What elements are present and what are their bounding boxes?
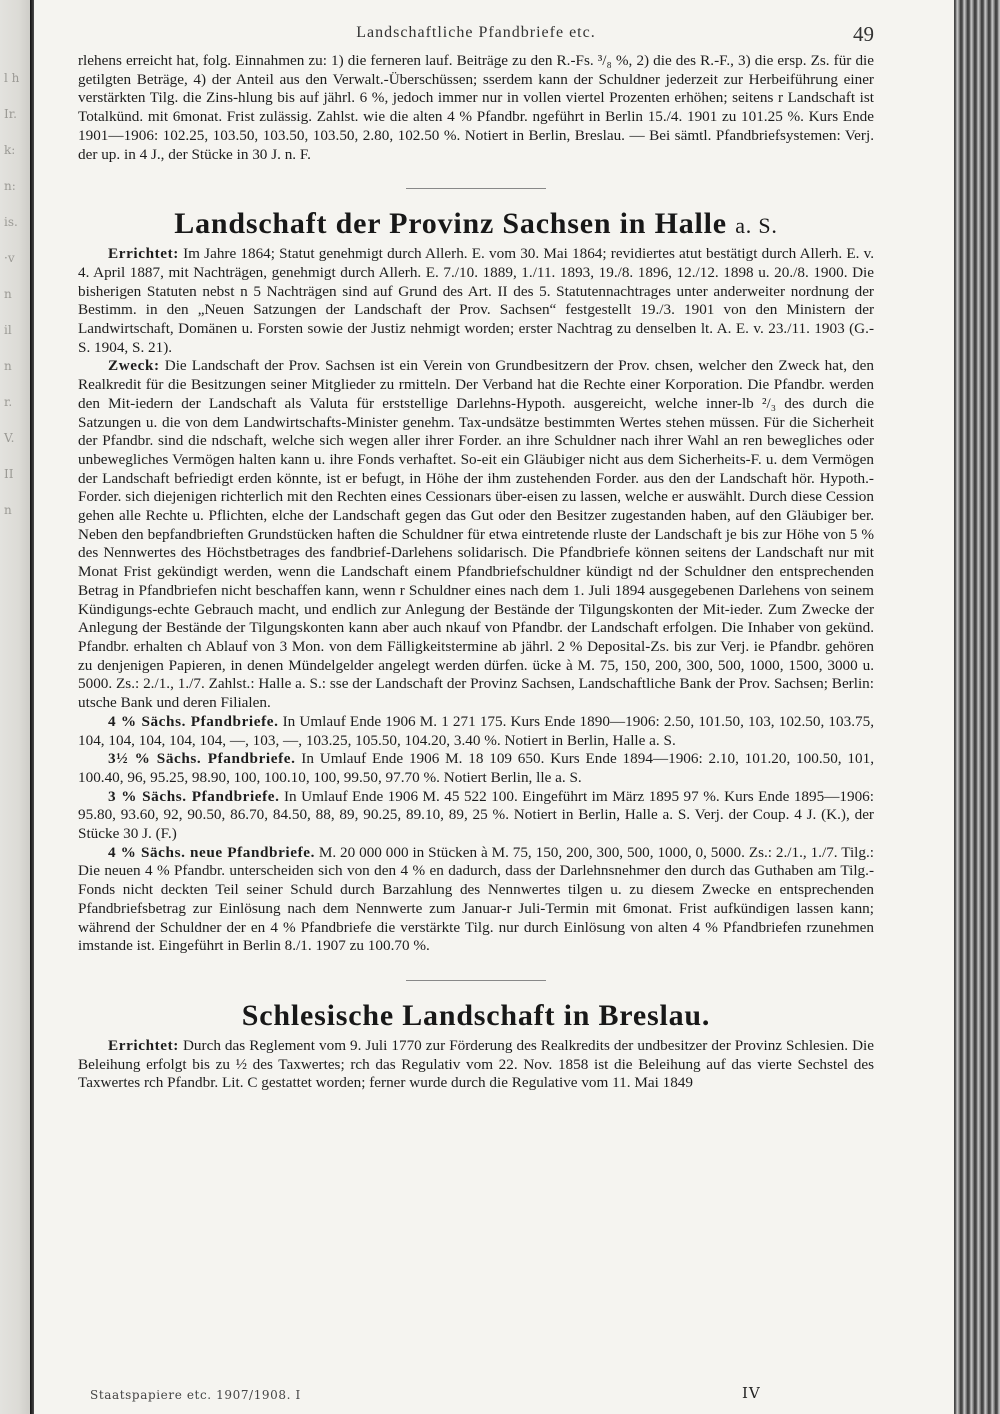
section-title-sachsen xyxy=(78,207,874,241)
paragraph-neue-pfandbriefe xyxy=(78,844,874,956)
paragraph-label: Zweck: xyxy=(108,357,160,375)
page-number: 49 xyxy=(853,22,874,46)
paragraph-label: 4 % Sächs. neue Pfandbriefe. xyxy=(108,843,315,861)
paragraph-label: Errichtet: xyxy=(108,245,179,263)
page-stack-edge xyxy=(954,0,1000,1414)
paragraph-text: Im Jahre 1864; Statut genehmigt durch Allerh. E. vom 30. Mai 1864; revidiertes atut bestätigt durch Allerh. E. v. 4. April 1887, mit Nachträgen, genehmigt durch Allerh. E. 7./10. 1889, 1./11. 1893, 19./8. 1896, 12./12. 1898 u. 20./8. 1900. Die bisherigen Statuten nebst n 5 Nachträgen sind auf Grund des Art. II des 5. Statutennachtrages unter anderweiter nordnung der Bestimm. in den „Neuen Satzungen der Landschaft der Prov. Sachsen“ festgestellt 19./3. 1901 von den Ministern der Landwirtschaft, Domänen u. Forsten sowie der Justiz nehmigt worden; erster Nachtrag zu denselben lt. A. E. v. 23./11. 1903 (G.-S. 1904, S. 21). xyxy=(78,245,874,356)
paragraph-3-5-pct-pfandbriefe xyxy=(78,750,874,787)
paragraph-4-pct-pfandbriefe xyxy=(78,713,874,750)
margin-fragment: k: xyxy=(4,143,16,157)
footer-sheet-mark: IV xyxy=(742,1384,761,1402)
margin-fragments xyxy=(4,60,26,528)
margin-fragment: n xyxy=(4,287,12,301)
running-head xyxy=(78,22,874,52)
paragraph-text: In Umlauf Ende 1906 M. 1 271 175. Kurs Ende 1890—1906: 2.50, 101.50, 103, 102.50, 103.75, 104, 104, 104, 104, 104, —, 103, —, 103.25, 105.50, 104.20, 3.40 %. Notiert in Berlin, Halle a. S. xyxy=(78,712,874,749)
paragraph-text: In Umlauf Ende 1906 M. 45 522 100. Eingeführt im März 1895 97 %. Kurs Ende 1895—1906: 95.80, 93.60, 92, 90.50, 86.70, 84.50, 88, 89, 90.25, 89.10, 89, 25 %. Notiert in Berlin, Halle a. S. Verj. der Coup. 4 J. (K.), der Stücke 30 J. (F.) xyxy=(78,787,874,843)
paragraph-errichtet xyxy=(78,245,874,357)
margin-fragment: l h xyxy=(4,71,20,85)
paragraph-text: In Umlauf Ende 1906 M. 18 109 650. Kurs Ende 1894—1906: 2.10, 101.20, 100.50, 101, 100.40, 96, 95.25, 98.90, 100, 100.10, 100, 99.50, 97.70 %. Notiert Berlin, lle a. S. xyxy=(78,750,874,786)
section-title-main: Landschaft der Provinz Sachsen in Halle xyxy=(174,207,727,241)
paragraph-label: Errichtet: xyxy=(108,1036,179,1054)
section-divider xyxy=(406,980,546,981)
paragraph-label: 3½ % Sächs. Pfandbriefe. xyxy=(108,750,296,768)
margin-fragment: is. xyxy=(4,215,18,229)
intro-paragraph: rlehens erreicht hat, folg. Einnahmen zu: 1) die ferneren lauf. Beiträge zu den R.-Fs. ³/₈ %, 2) die des R.-F., 3) die ersp. Zs. für die getilgten Beträge, 4) der Anteil aus den Verwalt.-Überschüssen; sserdem kann der Schuldner jederzeit zur Herbeiführung einer verstärkten Tilg. die Zins-hlung bis auf jährl. 6 %, jedoch immer nur in vollen viertel Prozenten erhöhen; seitens r Landschaft ist Totalkünd. mit 6monat. Frist zulässig. Zahlst. wie die alten 4 % Pfandbr. ngeführt in Berlin 15./4. 1901 zu 101.25 %. Kurs Ende 1901—1906: 102.25, 103.50, 103.50, 103.50, 2.80, 102.50 %. Notiert in Berlin, Breslau. — Bei sämtl. Pfandbriefsystemen: Verj. der up. in 4 J., der Stücke in 30 J. n. F. xyxy=(78,52,874,163)
margin-fragment: n: xyxy=(4,179,16,193)
paragraph-zweck xyxy=(78,357,874,712)
margin-fragment: II xyxy=(4,467,14,481)
paragraph-label: 3 % Sächs. Pfandbriefe. xyxy=(108,787,280,805)
paragraph-text: Durch das Reglement vom 9. Juli 1770 zur Förderung des Realkredits der undbesitzer der Provinz Schlesien. Die Beleihung erfolgt bis zu ½ des Taxwertes; rch das Regulativ vom 22. Nov. 1858 ist die Beleihung auf das vierte Sechstel des Taxwertes rch Pfandbr. Lit. C gestattet worden; ferner wurde durch die Regulative vom 11. Mai 1849 xyxy=(78,1036,874,1092)
margin-fragment: Ir. xyxy=(4,107,17,121)
page-content xyxy=(78,22,874,1093)
section-title-schlesien: Schlesische Landschaft in Breslau. xyxy=(241,998,711,1032)
section-divider xyxy=(406,188,546,189)
margin-fragment: r. xyxy=(4,395,13,409)
paragraph-text: M. 20 000 000 in Stücken à M. 75, 150, 200, 300, 500, 1000, 0, 5000. Zs.: 2./1., 1./7. Tilg.: Die neuen 4 % Pfandbr. unterscheiden sich von den 4 % en dadurch, dass der Darlehnsnehmer den durch das Guthaben am Tilg.-Fonds nicht deckten Teil seiner Schuld durch Barzahlung des Nennwertes tilgen u. zu diesem Zwecke en entsprechenden Pfandbriefsbetrag zur Einlösung nach dem Nennwerte zum Januar-r Juli-Termin mit 6monat. Frist aufkündigen lassen kann; während der Schuldner der en 4 % Pfandbriefe die verstärkte Tilg. nur durch Einlösung von alten 4 % Pfandbriefen rzunehmen imstande ist. Eingeführt in Berlin 8./1. 1907 zu 100.70 %. xyxy=(78,843,874,955)
paragraph-label: 4 % Sächs. Pfandbriefe. xyxy=(108,712,279,730)
margin-fragment: n xyxy=(4,359,12,373)
running-title: Landschaftliche Pfandbriefe etc. xyxy=(356,24,596,41)
margin-fragment: ·v xyxy=(4,251,15,265)
section-title-suffix: a. S. xyxy=(735,213,778,239)
margin-fragment: V. xyxy=(4,431,15,445)
margin-fragment: il xyxy=(4,323,12,337)
footer-signature: Staatspapiere etc. 1907/1908. I xyxy=(90,1388,301,1402)
page-footer xyxy=(90,1386,860,1406)
paragraph-3-pct-pfandbriefe xyxy=(78,788,874,844)
paragraph-text: Die Landschaft der Prov. Sachsen ist ein Verein von Grundbesitzern der Prov. chsen, welcher den Zweck hat, den Realkredit für die Besitzungen seiner Mitglieder zu rmitteln. Der Verband hat die Rechte einer Korporation. Die Pfandbr. werden den Mit-iedern der Landschaft als Valuta für erststellige Darlehns-Hypoth. ausgereicht, welche inner-lb ²/₃ des durch die Satzungen u. die von dem Landwirtschafts-Minister genehm. Tax-undsätze bestimmten Wertes stehen müssen. Für die Sicherheit der Pfandbr. sind die ndschaft, welche sich wegen aller ihrer Forder. an ihre Schuldner nach ihrer Wahl an ren bewegliches oder unbewegliches Vermögen halten kann u. ihre Fonds verhaftet. So-eit ein Gläubiger nicht aus dem Sicherheits-F. u. dem Vermögen der Landschaft befriedigt erden könnte, ist er befugt, in Höhe der ihm zustehenden Forder. aus den der Landschaft hör. Hypoth.-Forder. sich diejenigen richterlich mit den Rechten eines Cessionars über-eisen zu lassen, welche er auswählt. Durch diese Cession gehen alle Rechte u. Pflichten, elche der Landschaft gegen das Gut oder den Besitzer zugestanden haben, auf den Gläubiger ber. Neben den bepfandbrieften Grundstücken haften die Schuldner für etwa eintretende rluste der Landschaft je bis zur Höhe von 5 % des Nennwertes des Höchstbetrages des fandbrief-Darlehens solidarisch. Die Pfandbriefe können seitens der Landschaft nur mit Monat Frist gekündigt werden, wenn die Landschaft einem Pfandbriefschuldner kündigt nd der Schuldner den entsprechenden Betrag in Pfandbriefen nicht beschaffen kann, wenn r Schuldner eines nach dem 1. Juli 1894 ausgegebenen Darlehens von seinem Kündigungs-echte Gebrauch macht, und endlich zur Anlegung der Bestände der Tilgungskonten der Mit-ieder. Zum Zwecke der Anlegung der Bestände der Tilgungskonten kann aber auch nkauf von Pfandbr. der Landschaft erfolgen. Die Inhaber von gekünd. Pfandbr. erhalten ch Ablauf von 3 Mon. von dem Fälligkeitstermine ab jährl. 2 % Deposital-Zs. bis zur Verj. ie Pfandbr. gehören zu denjenigen Papieren, in denen Mündelgelder angelegt werden dürfen. ücke à M. 75, 150, 200, 300, 500, 1000, 1500, 3000 u. 5000. Zs.: 2./1., 1./7. Zahlst.: Halle a. S.: sse der Landschaft der Provinz Sachsen, Landschaftliche Bank der Prov. Sachsen; Berlin: utsche Bank und deren Filialen. xyxy=(78,357,874,712)
paragraph-errichtet-breslau xyxy=(78,1037,874,1093)
margin-fragment: n xyxy=(4,503,12,517)
